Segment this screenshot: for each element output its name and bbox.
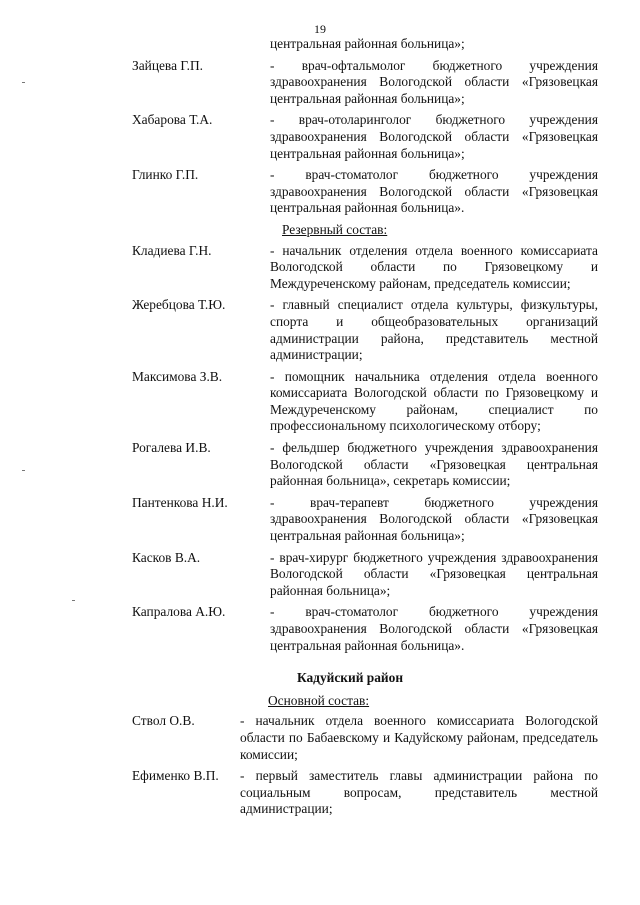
main-list [0,713,640,818]
member-name: Кладиева Г.Н. [132,242,212,258]
member-description: - начальник отделения отдела военного комиссариата Вологодской области по Грязовецкому и Междуреченскому районам, председатель комиссии; [270,242,598,291]
member-name: Ефименко В.П. [132,768,219,784]
member-description: - врач-хирург бюджетного учреждения здравоохранения Вологодской области «Грязовецкая центральная районная больница»; [270,549,598,598]
member-row [0,167,640,217]
member-name: Ствол О.В. [132,713,195,729]
group1-list [0,58,640,217]
document-body [0,36,640,823]
district-title: Кадуйский район [296,670,404,686]
member-name: Зайцева Г.П. [132,57,203,73]
member-name: Капралова А.Ю. [132,604,226,620]
continuation-text: центральная районная больница»; [270,36,465,51]
member-row [0,604,640,654]
page-number: 19 [314,22,326,36]
member-row [0,440,640,490]
member-description: - врач-отоларинголог бюджетного учреждения здравоохранения Вологодской области «Грязовецкая центральная районная больница»; [270,112,598,161]
member-description: - главный специалист отдела культуры, физкультуры, спорта и общеобразовательных организаций администрации района, представитель местной администрации; [270,297,598,363]
member-row [0,713,640,763]
member-description: - фельдшер бюджетного учреждения здравоохранения Вологодской области «Грязовецкая центральная районная больница», секретарь комиссии; [270,440,598,489]
member-name: Рогалева И.В. [132,440,211,456]
reserve-heading: Резервный состав: [282,221,388,237]
member-row [0,768,640,818]
member-row [0,58,640,108]
member-name: Глинко Г.П. [132,167,199,183]
member-description: - начальник отдела военного комиссариата Вологодской области по Бабаевскому и Кадуйскому районам, председатель комиссии; [240,713,598,762]
member-description: - врач-стоматолог бюджетного учреждения здравоохранения Вологодской области «Грязовецкая центральная районная больница». [270,604,598,653]
member-row [0,550,640,600]
member-row [0,297,640,363]
member-description: - врач-стоматолог бюджетного учреждения здравоохранения Вологодской области «Грязовецкая центральная районная больница». [270,167,598,216]
member-description: - врач-офтальмолог бюджетного учреждения здравоохранения Вологодской области «Грязовецкая центральная районная больница»; [270,57,598,106]
member-name: Хабарова Т.А. [132,112,213,128]
member-description: - врач-терапевт бюджетного учреждения здравоохранения Вологодской области «Грязовецкая центральная районная больница»; [270,494,598,544]
member-name: Жеребцова Т.Ю. [132,297,226,313]
reserve-list [0,243,640,655]
member-description: - первый заместитель главы администрации района по социальным вопросам, представитель местной администрации; [240,768,598,817]
member-name: Максимова З.В. [132,368,223,384]
member-name: Пантенкова Н.И. [132,494,228,510]
member-name: Касков В.А. [132,549,201,565]
member-row [0,495,640,545]
main-heading: Основной состав: [268,692,370,708]
member-row [0,369,640,435]
member-row [0,243,640,293]
member-row [0,112,640,162]
member-description: - помощник начальника отделения отдела военного комиссариата Вологодской области по Грязовецкому и Междуреченскому районам, специалист по профессиональному психологическому отбору; [270,368,598,434]
